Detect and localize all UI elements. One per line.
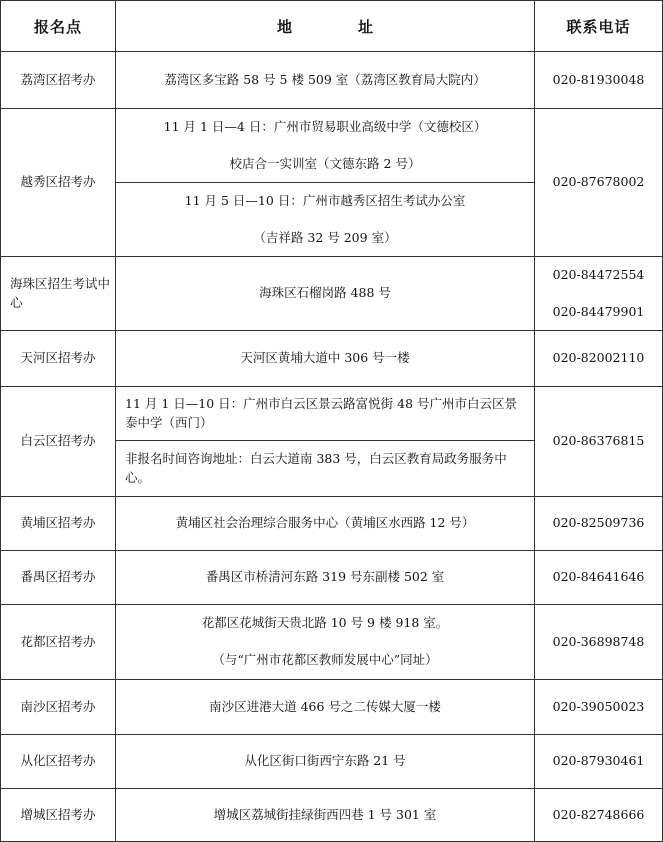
- site-address: 增城区荔城街挂绿街西四巷 1 号 301 室: [116, 789, 535, 842]
- address-line: （吉祥路 32 号 209 室）: [253, 229, 397, 245]
- site-address: 海珠区石榴岗路 488 号: [116, 257, 535, 331]
- table-row: [1, 109, 663, 183]
- site-name: 黄埔区招考办: [1, 497, 116, 551]
- phone-line: 020-84479901: [552, 303, 645, 319]
- site-address-b: [116, 183, 535, 257]
- address-line: 11 月 1 日—4 日：广州市贸易职业高级中学（文德校区）: [163, 118, 487, 134]
- address-line: 校店合一实训室（文德东路 2 号）: [229, 155, 421, 171]
- header-phone: 联系电话: [535, 1, 663, 52]
- table-row: [1, 257, 663, 331]
- site-phone: 020-36898748: [535, 605, 663, 680]
- address-line: （与“广州市花都区教师发展中心”同址）: [212, 652, 438, 667]
- site-name: 荔湾区招考办: [1, 52, 116, 109]
- table-row: [1, 789, 663, 842]
- address-line: 11 月 5 日—10 日：广州市越秀区招生考试办公室: [184, 192, 466, 208]
- site-address: 番禺区市桥清河东路 319 号东副楼 502 室: [116, 551, 535, 605]
- site-address-b: 非报名时间咨询地址：白云大道南 383 号，白云区教育局政务服务中心。: [116, 441, 535, 497]
- site-name: 番禺区招考办: [1, 551, 116, 605]
- table-row: [1, 680, 663, 735]
- site-name: 越秀区招考办: [1, 109, 116, 257]
- site-address: 黄埔区社会治理综合服务中心（黄埔区水西路 12 号）: [116, 497, 535, 551]
- site-phone: 020-81930048: [535, 52, 663, 109]
- site-phone: 020-87678002: [535, 109, 663, 257]
- site-name: 南沙区招考办: [1, 680, 116, 735]
- site-phone: 020-82748666: [535, 789, 663, 842]
- table-row: [1, 605, 663, 680]
- table-row: [1, 331, 663, 387]
- site-name: 天河区招考办: [1, 331, 116, 387]
- site-address: 南沙区进港大道 466 号之二传媒大厦一楼: [116, 680, 535, 735]
- site-name: 增城区招考办: [1, 789, 116, 842]
- phone-line: 020-84472554: [552, 266, 645, 282]
- site-name: 花都区招考办: [1, 605, 116, 680]
- site-name: 从化区招考办: [1, 735, 116, 789]
- table-row: [1, 387, 663, 441]
- site-address-a: 11 月 1 日—10 日：广州市白云区景云路富悦街 48 号广州市白云区景泰中学（西门）: [116, 387, 535, 441]
- site-name: 白云区招考办: [1, 387, 116, 497]
- site-phone: 020-87930461: [535, 735, 663, 789]
- site-address-a: [116, 109, 535, 183]
- site-phone: 020-86376815: [535, 387, 663, 497]
- site-phone: [535, 257, 663, 331]
- header-address: 地 址: [116, 1, 535, 52]
- site-phone: 020-39050023: [535, 680, 663, 735]
- table-row: [1, 52, 663, 109]
- site-phone: 020-82509736: [535, 497, 663, 551]
- site-address: 天河区黄埔大道中 306 号一楼: [116, 331, 535, 387]
- site-name: 海珠区招生考试中心: [1, 257, 116, 331]
- address-line: 花都区花城街天贵北路 10 号 9 楼 918 室。: [201, 615, 449, 631]
- table-row: [1, 497, 663, 551]
- site-address: 从化区街口街西宁东路 21 号: [116, 735, 535, 789]
- header-name: 报名点: [1, 1, 116, 52]
- site-phone: 020-84641646: [535, 551, 663, 605]
- site-address: [116, 605, 535, 680]
- table-header-row: [1, 1, 663, 52]
- table-row: [1, 735, 663, 789]
- table-row: [1, 551, 663, 605]
- site-phone: 020-82002110: [535, 331, 663, 387]
- site-address: 荔湾区多宝路 58 号 5 楼 509 室（荔湾区教育局大院内）: [116, 52, 535, 109]
